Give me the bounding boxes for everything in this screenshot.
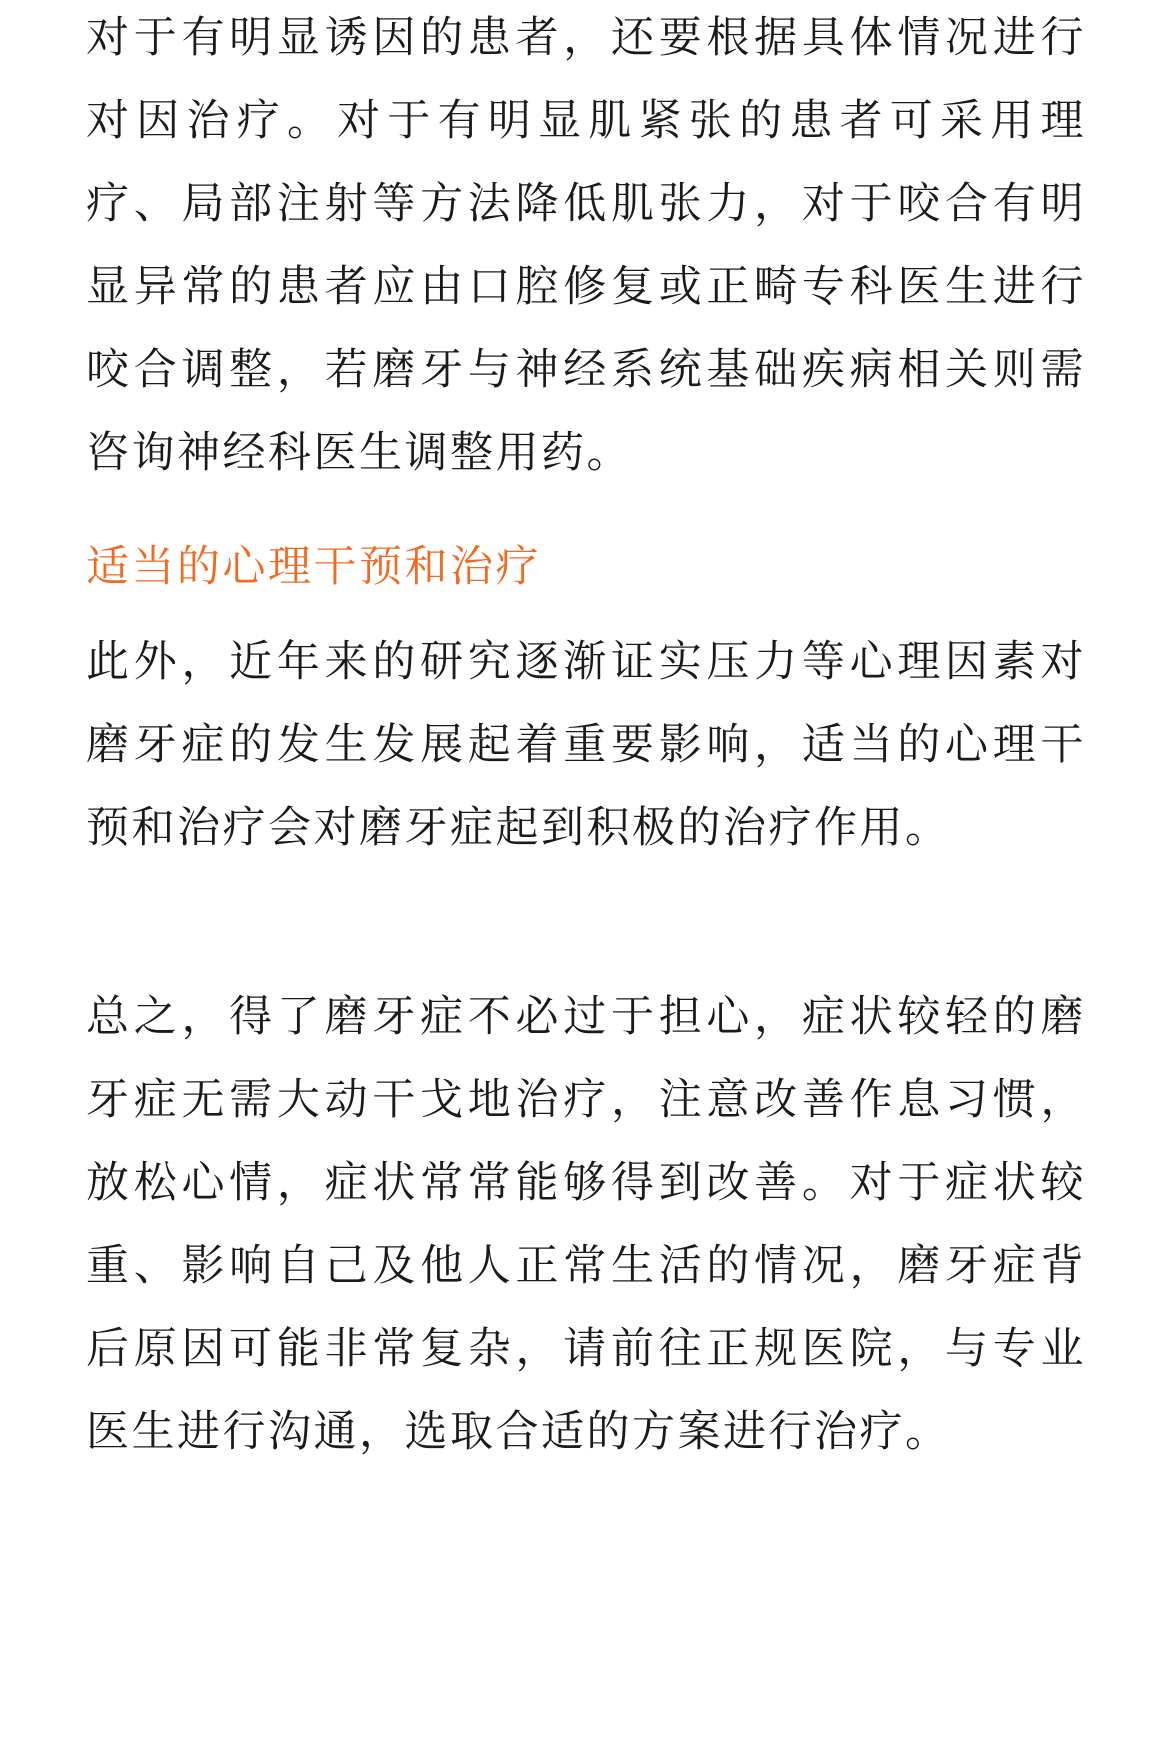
paragraph-treatment-causes: 对于有明显诱因的患者，还要根据具体情况进行对因治疗。对于有明显肌紧张的患者可采用理疗、局部注射等方法降低肌张力，对于咬合有明显异常的患者应由口腔修复或正畸专科医生进行咬合调整，若磨牙与神经系统基础疾病相关则需咨询神经科医生调整用药。 [86, 13, 1086, 478]
paragraph-conclusion: 总之，得了磨牙症不必过于担心，症状较轻的磨牙症无需大动干戈地治疗，注意改善作息习惯，放松心情，症状常常能够得到改善。对于症状较重、影响自己及他人正常生活的情况，磨牙症背后原因可能非常复杂，请前往正规医院，与专业医生进行沟通，选取合适的方案进行治疗。 [86, 992, 1086, 1457]
paragraph-psychological-factors: 此外，近年来的研究逐渐证实压力等心理因素对磨牙症的发生发展起着重要影响，适当的心理干预和治疗会对磨牙症起到积极的治疗作用。 [86, 637, 1086, 853]
section-heading-psychological: 适当的心理干预和治疗 [86, 542, 541, 592]
